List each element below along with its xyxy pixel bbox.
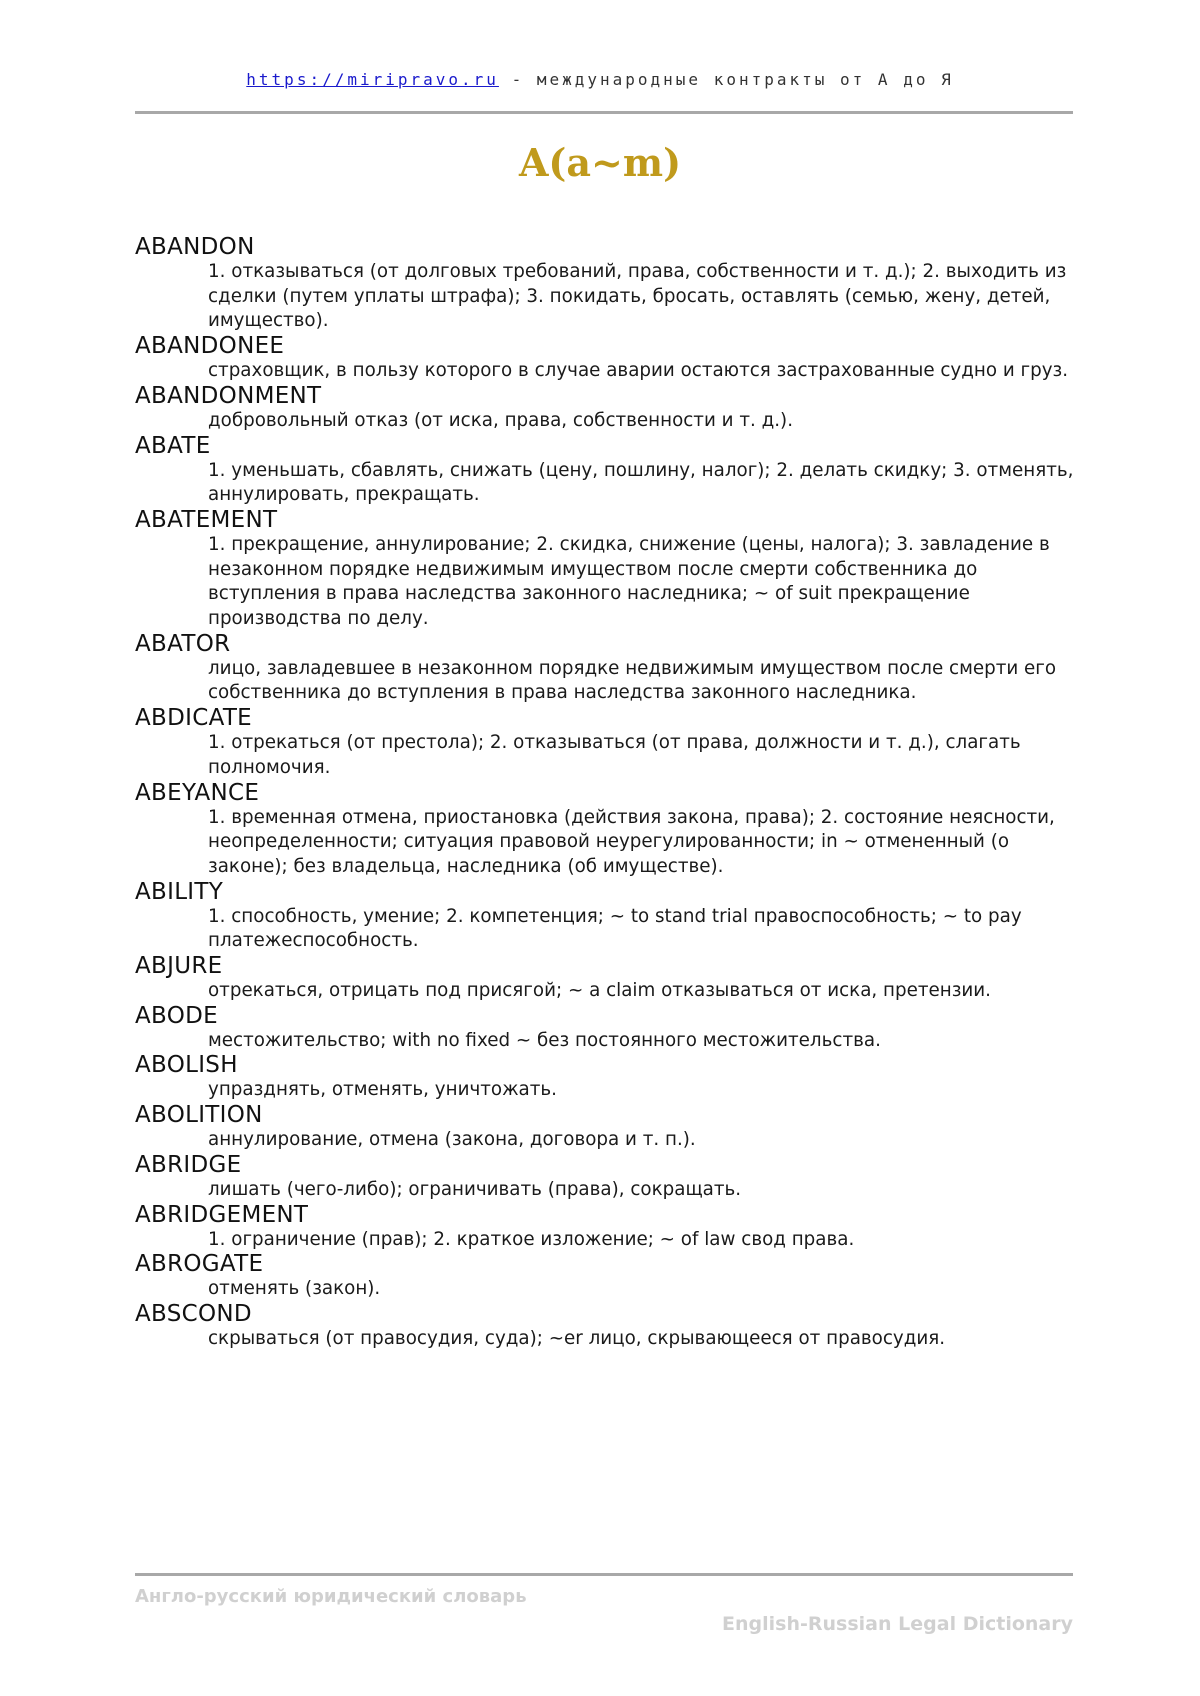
- footer-title-en: English-Russian Legal Dictionary: [722, 1613, 1073, 1635]
- dictionary-entries: [135, 235, 1075, 1352]
- entry-term: ABOLISH: [135, 1052, 238, 1079]
- dictionary-entry: [135, 632, 1075, 706]
- dictionary-entry: [135, 1302, 1075, 1352]
- dictionary-entry: [135, 954, 1075, 1004]
- dictionary-entry: [135, 1203, 1075, 1253]
- entry-term: ABOLITION: [135, 1102, 263, 1129]
- entry-term: ABRIDGE: [135, 1151, 242, 1178]
- footer-divider: [135, 1573, 1073, 1576]
- dictionary-entry: [135, 1053, 1075, 1103]
- dictionary-entry: [135, 1252, 1075, 1302]
- entry-term: ABROGATE: [135, 1251, 264, 1278]
- entry-term: ABDICATE: [135, 705, 252, 732]
- dictionary-entry: [135, 1004, 1075, 1054]
- entry-term: ABATOR: [135, 630, 231, 657]
- entry-term: ABSCOND: [135, 1300, 252, 1327]
- dictionary-entry: [135, 334, 1075, 384]
- entry-definition: 1. временная отмена, приостановка (действия закона, права); 2. состояние неясности, неопределенности; ситуация правовой неурегулированности; in ~ отмененный (о законе); без владельца, наследника (об имуществе).: [208, 806, 1055, 877]
- entry-definition: 1. способность, умение; 2. компетенция; ~ to stand trial правоспособность; ~ to pay платежеспособность.: [208, 905, 1022, 952]
- entry-term: ABILITY: [135, 878, 224, 905]
- dictionary-entry: [135, 1153, 1075, 1203]
- dictionary-entry: [135, 384, 1075, 434]
- header-tagline: - международные контракты от А до Я: [498, 70, 954, 89]
- entry-definition: отрекаться, отрицать под присягой; ~ a claim отказываться от иска, претензии.: [208, 980, 991, 1002]
- entry-definition: местожительство; with no fixed ~ без постоянного местожительства.: [208, 1029, 881, 1051]
- dictionary-entry: [135, 1103, 1075, 1153]
- entry-term: ABANDONMENT: [135, 382, 322, 409]
- entry-definition: лицо, завладевшее в незаконном порядке недвижимым имуществом после смерти его собственника до вступления в права наследства законного наследника.: [208, 657, 1057, 704]
- entry-term: ABEYANCE: [135, 779, 260, 806]
- header-divider: [135, 111, 1073, 114]
- section-title: A(a~m): [518, 140, 682, 185]
- entry-definition: 1. уменьшать, сбавлять, снижать (цену, пошлину, налог); 2. делать скидку; 3. отменять, аннулировать, прекращать.: [208, 459, 1074, 506]
- footer-title-ru: Англо-русский юридический словарь: [135, 1586, 527, 1607]
- dictionary-entry: [135, 235, 1075, 334]
- entry-definition: аннулирование, отмена (закона, договора и т. п.).: [208, 1129, 696, 1151]
- dictionary-entry: [135, 781, 1075, 880]
- entry-definition: отменять (закон).: [208, 1278, 381, 1300]
- entry-definition: 1. прекращение, аннулирование; 2. скидка, снижение (цены, налога); 3. завладение в незаконном порядке недвижимым имуществом после смерти собственника до вступления в права наследства законного наследника; ~ of suit прекращение производства по делу.: [208, 533, 1050, 630]
- dictionary-entry: [135, 434, 1075, 508]
- entry-definition: добровольный отказ (от иска, права, собственности и т. д.).: [208, 409, 793, 431]
- entry-definition: 1. отрекаться (от престола); 2. отказываться (от права, должности и т. д.), слагать полномочия.: [208, 732, 1021, 778]
- entry-term: ABANDONEE: [135, 333, 285, 360]
- entry-term: ABJURE: [135, 953, 223, 980]
- dictionary-entry: [135, 880, 1075, 954]
- site-link[interactable]: https://miripravo.ru: [246, 70, 499, 89]
- entry-term: ABRIDGEMENT: [135, 1201, 309, 1228]
- entry-definition: упразднять, отменять, уничтожать.: [208, 1079, 557, 1101]
- entry-term: ABATE: [135, 432, 211, 459]
- entry-term: ABODE: [135, 1002, 218, 1029]
- entry-definition: скрываться (от правосудия, суда); ~er лицо, скрывающееся от правосудия.: [208, 1327, 946, 1349]
- page-header: [0, 70, 1200, 89]
- entry-definition: страховщик, в пользу которого в случае аварии остаются застрахованные судно и груз.: [208, 360, 1069, 382]
- entry-definition: лишать (чего-либо); ограничивать (права), сокращать.: [208, 1178, 742, 1200]
- entry-definition: 1. отказываться (от долговых требований, права, собственности и т. д.); 2. выходить из сделки (путем уплаты штрафа); 3. покидать, бросать, оставлять (семью, жену, детей, имущество).: [208, 261, 1067, 332]
- entry-term: ABATEMENT: [135, 506, 278, 533]
- dictionary-entry: [135, 508, 1075, 632]
- entry-definition: 1. ограничение (прав); 2. краткое изложение; ~ of law свод права.: [208, 1228, 855, 1250]
- entry-term: ABANDON: [135, 234, 255, 260]
- dictionary-entry: [135, 706, 1075, 780]
